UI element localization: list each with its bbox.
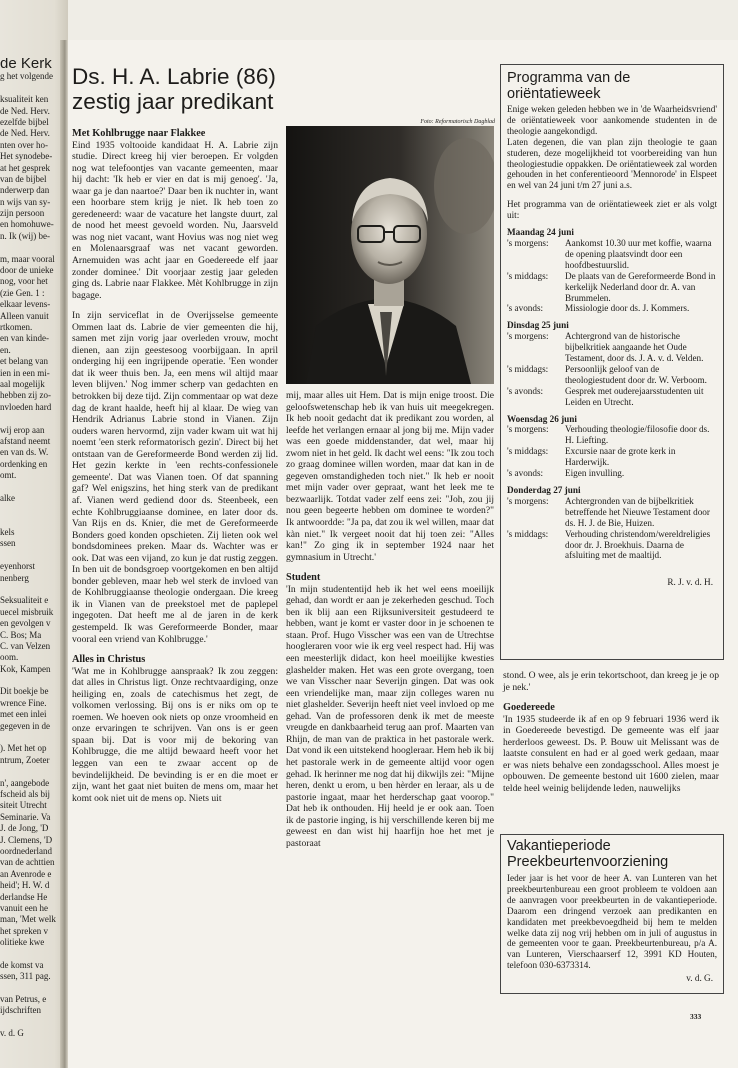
schedule-item — [507, 424, 717, 446]
previous-page-line: vanuit een he — [0, 902, 48, 913]
article-title — [72, 64, 492, 114]
paragraph: In zijn serviceflat in de Overijsselse gemeente Ommen laat ds. Labrie de vier gemeenten die hij, samen met zijn vorig jaar overleden vrouw, mocht dienen, aan zijn geestesoog voorbijgaan. In april onderging hij een ingrijpende operatie. 'Een wonder dat ik weer thuis ben. Ja, een mens wil altijd maar leven blijven.' Nog immer scherp van gedachten en betrokken bij deze tijd. Zijn commentaar op wat deze dag de krant haalde, heeft hij al klaar. De wieg van Hendrik Adrianus Labrie stond in Vianen. Zijn ouders waren hervormd, zijn vader kwam uit wat hij noemt 'een sterk reformatorisch gezin'. Direct bij het ontstaan van de Gereformeerde Bond werden zij lid. Het gezin kerkte in 'een rechts-confessionele gemeente'. Dat was Vianen toen. Of dat spanning gaf? Wel enigszins, het hing sterk van de predikant af. Vianen werd gediend door ds. Steenbeek, een echte Kohlbruggiaanse dominee, en later door ds. Van Rijs en ds. Knier, die met de Gereformeerde Bonders goed konden opschieten. Zij lieten ook wel bondsdominees preken. Maar ds. Wachter was er ook. Dat was een vijand, zo kun je dat rustig zeggen. In ben uit de bondsgroep voortgekomen en ben altijd bonder gebleven, maar heb wel sterk de invloed van de Kohlbruggiaanse theologie ondergaan. Die kreeg ik in Vianen van de preekstoel met de paplepel ingegoten. Dat heeft me al de jaren in de kerk gestempeld. Ik was Gereformeerde Bonder, maar vooral een vriend van Kohlbrugge.' — [72, 310, 278, 645]
paragraph: 'In 1935 studeerde ik af en op 9 februari 1936 werd ik in Goedereede bevestigd. De gemeente was elf jaar herderloos geweest. Ds. P. Bouw uit Melissant was de laatste consulent en had er al goed werk gedaan, maar er was niets behalve een zondagsschool. Alles moest je opbouwen. De gemeente bestond uit 1600 zielen, maar telde heel weinig belijdende leden, nauwelijks — [503, 713, 719, 794]
previous-page-line: en. — [0, 344, 11, 355]
previous-page-line: Dit boekje be — [0, 686, 49, 697]
previous-page-line: wrence Fine. — [0, 697, 47, 708]
schedule-item — [507, 331, 717, 364]
previous-page-line: elkaar levens- — [0, 299, 51, 310]
previous-page-line: ezelfde bijbel — [0, 116, 49, 127]
previous-page-line — [0, 481, 58, 492]
schedule-description: Achtergrond van de historische bijbelkritiek aangaande het Oude Testament, door ds. J. A. v. d. Velden. — [565, 331, 704, 364]
previous-page-line — [0, 675, 58, 686]
schedule-description: Eigen invulling. — [565, 468, 625, 479]
previous-page-line: de Ned. Herv. — [0, 105, 50, 116]
programma-box — [500, 64, 724, 660]
schedule-item — [507, 364, 717, 386]
previous-page-line: nvloeden hard — [0, 401, 52, 412]
previous-page-line: afstand neemt — [0, 435, 51, 446]
vakantie-box — [500, 834, 724, 994]
previous-page-fragment — [0, 58, 58, 1040]
previous-page-line: siteit Utrecht — [0, 800, 47, 811]
previous-page-line: nten over ho- — [0, 139, 48, 150]
article-title-line-2: zestig jaar predikant — [72, 89, 274, 114]
schedule-description: Verhouding theologie/filosofie door ds. H. Liefting. — [565, 424, 710, 446]
previous-page-line: ordenking en — [0, 458, 48, 469]
previous-page-line: oordnederland — [0, 845, 52, 856]
previous-page-line: ). Met het op — [0, 743, 47, 754]
previous-page-line — [0, 413, 58, 424]
previous-page-line: fscheid als bij — [0, 789, 50, 799]
schedule-item — [507, 386, 717, 408]
schedule-time: 's avonds: — [507, 385, 544, 396]
schedule-description: Excursie naar de grote kerk in Harderwijk. — [565, 446, 676, 468]
previous-page-line: Seminarie. Va — [0, 811, 51, 822]
vakantie-body: Ieder jaar is het voor de heer A. van Lunteren van het preekbeurtenbureau een groot probleem te voldoen aan de aanvragen voor preekbeurten in de vakantieperiode. Daarom een dringend verzoek aan predikanten en kandidaten met preekbevoegdheid bij hem te melden welke data zij nog vrij hebben om in juli of augustus in de gemeenten voor te gaan. Preekbeurtenbureau, p/a A. van Lunteren, Vierschaarserf 12, 3991 KD Houten, telefoon 030-6373314. — [507, 873, 717, 971]
previous-page-line: het spreken v — [0, 925, 48, 936]
previous-page-line: en homohuwe- — [0, 219, 54, 230]
paragraph: 'In mijn studententijd heb ik het wel eens moeilijk gehad, dan wordt er aan je zekerheden geschud. Toch ben ik blij aan een Rijksuniversiteit gestudeerd te hebben, want je komt er vaster door in je schoenen te staan. Prof. Hugo Visscher was een van de Utrechtse hoogleraren voor wie ik erg veel respect had. Hij was een meesterlijk didact, kon heel moeilijke kwesties glashelder maken. Het was een grote overgang, toen we van Visscher naar Severijn gingen. Dat was ook een vriendelijke man, maar zijn colleges waren nu niet glashelder. Severijn heeft niet veel invloed op me gehad. Van de professoren denk ik met de meeste vreugde en dankbaarheid terug aan prof. Maarten van Rhijn, de man van de praktica in het pastorale werk. Dat vond ik een uitstekend hoogleraar. Hem heb ik bij het pastorale werk in de gemeente altijd voor ogen gehad. Ik herinner me nog dat hij dikwijls zei: "Mijne heren, denkt u erom, u ben hèrder en leraar, als u de pastorie ingaat, maar het herderschap gaat voorop." Dat heb ik onthouden. Hij heeld je er ook aan. Toen ik de pastorie inging, is hij verschillende keren bij me geweest en dan wist hij haarfijn hoe het met je pastoraat — [286, 583, 494, 849]
previous-page-line: van de achttien — [0, 857, 55, 868]
previous-page-line: alke — [0, 492, 15, 503]
programma-title-line-1: Programma van de — [507, 70, 631, 86]
schedule-time: 's avonds: — [507, 303, 544, 314]
schedule-item — [507, 271, 717, 304]
previous-page-line: van de bijbel — [0, 173, 47, 184]
previous-page-line: m, maar vooral — [0, 253, 55, 264]
previous-page-line: gegeven in de — [0, 720, 50, 731]
schedule-item — [507, 529, 717, 562]
programma-schedule — [507, 227, 717, 561]
previous-page-line: n. Ik (wij) be- — [0, 230, 50, 241]
schedule-time: 's morgens: — [507, 237, 549, 248]
schedule-time: 's middags: — [507, 446, 549, 457]
schedule-description: Missiologie door ds. J. Kommers. — [565, 303, 690, 314]
schedule-item — [507, 496, 717, 529]
paragraph: stond. O wee, als je erin tekortschoot, dan kreeg je je op je nek.' — [503, 670, 719, 693]
previous-page-line: aal mogelijk — [0, 378, 45, 389]
vakantie-title — [507, 839, 717, 870]
schedule-item — [507, 303, 717, 314]
previous-page-line: an Avenrode e — [0, 868, 52, 879]
previous-page-line: uecel misbruik — [0, 606, 54, 617]
paragraph: mij, maar alles uit Hem. Dat is mijn enige troost. Die geloofswetenschap heb ik van huis uit meegekregen. Ik heb nooit gedacht dat ik predikant zou worden, al leefde het verlangen ernaar al jong bij me. Mijn vader was een goede middenstander, dat wel, maar hij zwom niet in het geld. Ik dacht wel eens: "Ik zou toch zo graag dominee willen worden, maar dat kan in de gegeven omstandigheden toch niet." Ik heb er nooit met mijn vader over gepraat, want het leek me te bezwaarlijk. Totdat vader zelf eens zei: "Joh, zou jij nou geen begeerte hebben om dominee te worden?" Ik antwoordde: "Ja pa, dat zou ik wel willen, maar dat kàn niet." Ik vergeet nooit dat hij toen zei: "Alles kan!" Zo ging ik in september 1924 naar het gymnasium in Utrecht.' — [286, 390, 494, 563]
schedule-time: 's morgens: — [507, 424, 549, 435]
previous-page-line: wij erop aan — [0, 424, 45, 435]
previous-page-line — [0, 516, 58, 527]
article-column-3 — [503, 670, 719, 803]
section-heading: Student — [286, 572, 321, 584]
section-heading: Met Kohlbrugge naar Flakkee — [72, 128, 206, 139]
previous-page-line: g het volgende — [0, 71, 53, 82]
previous-page-line — [0, 83, 58, 94]
previous-page-line: (zie Gen. 1 : — [0, 287, 45, 298]
previous-page-line — [0, 732, 58, 743]
schedule-time: 's middags: — [507, 528, 549, 539]
previous-page-line: at het gesprek — [0, 162, 50, 173]
photo-credit: Foto: Reformatorisch Dagblad — [420, 119, 495, 125]
schedule-description: De plaats van de Gereformeerde Bond in kerkelijk Nederland door dr. A. van Brummelen. — [565, 270, 716, 303]
previous-page-line: nog, voor het — [0, 276, 48, 287]
section-heading: Alles in Christus — [72, 654, 146, 666]
previous-page-line: ssen — [0, 538, 16, 549]
vakantie-signature: v. d. G. — [686, 973, 713, 984]
previous-page-line — [0, 550, 58, 561]
programma-signature: R. J. v. d. H. — [667, 577, 713, 588]
schedule-day: Woensdag 26 juni — [507, 413, 577, 424]
paragraph: 'Wat me in Kohlbrugge aanspraak? Ik zou zeggen: dat alles in Christus ligt. Onze rechtvaardiging, onze heiliging en, zoals de catechismus het zegt, de volkomen verlossing. Bij ons is er niks om op te roemen. We hoeven ook niets op onze vroomheid en onze ervaringen te schrijven. Van ons is er geen spaan bij. Dat is voor mij de bekoring van Kohlbrugge, die me altijd bewaard heeft voor het leggen van een te zwaar accent op de bevindelijkheid. De bevinding is er en die moet er zijn, want het gaat niet buiten de mens om, maar het komt ook niet uit de mens op. Niets uit — [72, 665, 278, 804]
previous-page-line — [0, 766, 58, 777]
previous-page-line — [0, 584, 58, 595]
schedule-description: Aankomst 10.30 uur met koffie, waarna de opening plaatsvindt door een hoofdbestuurslid. — [565, 237, 712, 270]
section-heading: Goedereede — [503, 702, 555, 714]
portrait-illustration — [286, 126, 494, 384]
previous-page-line: van Petrus, e — [0, 994, 47, 1005]
previous-page-line: Alleen vanuit — [0, 310, 49, 321]
article-column-1 — [72, 128, 278, 813]
previous-page-line: ien in een mi- — [0, 367, 50, 378]
schedule-description: Achtergronden van de bijbelkritiek betreffende het Nieuwe Testament door ds. H. J. de Bie, Huizen. — [565, 495, 710, 528]
previous-page-line: derlandse He — [0, 891, 48, 902]
schedule-item — [507, 238, 717, 271]
page-fold — [60, 40, 68, 1068]
schedule-item — [507, 468, 717, 479]
previous-page-line: et belang van — [0, 356, 48, 367]
previous-page-line: en van ds. W. — [0, 447, 49, 458]
previous-page-line: n', aangebode — [0, 777, 50, 788]
previous-page-line: n wijs van sy- — [0, 196, 51, 207]
programma-intro-1: Enige weken geleden hebben we in 'de Waarheidsvriend' de oriëntatieweek voor aankomende studenten in de theologie aangekondigd. — [507, 104, 717, 136]
programma-intro-3: Het programma van de oriëntatieweek ziet er als volgt uit: — [507, 199, 717, 221]
schedule-day: Dinsdag 25 juni — [507, 320, 569, 331]
vakantie-title-line-2: Preekbeurtenvoorziening — [507, 853, 669, 870]
paragraph: Eind 1935 voltooide kandidaat H. A. Labrie zijn studie. Direct kreeg hij vier beroepen. Er volgden nog wat telefoontjes van vacante gemeenten, maar hij dacht: 'Ik heb er vier en dat is mij genoeg'. 'Ja, waar ga je dan naartoe?' Daar ben ik nuchter in, want een hoorbare stem krijg je niet. Ik heb toen zo geredeneerd: waar de vacature het langste duurt, zal de nood het meest gevoeld worden. Nu, Jaarsveld was nog niet vacant, want Hovius was nog niet weg en Molenaarsgraaf was net vacant geworden. Arnemuiden was acht jaar en Goedereede elf jaar zonder dominee.' Dit voorjaar zestig jaar geleden ging ds. Labrie naar Flakkee. Mèt Kohlbrugge in zijn bagage. — [72, 139, 278, 301]
schedule-time: 's morgens: — [507, 495, 549, 506]
schedule-day: Donderdag 27 juni — [507, 485, 581, 495]
previous-page-line: nenberg — [0, 572, 29, 583]
previous-page-line: en van kinde- — [0, 333, 49, 344]
previous-page-line — [0, 948, 58, 959]
previous-page-line: en gevolgen v — [0, 618, 51, 629]
previous-page-line: rtkomen. — [0, 321, 33, 332]
previous-page-line: ksualiteit ken — [0, 94, 49, 105]
previous-page-line: kels — [0, 527, 15, 538]
schedule-description: Gesprek met ouderejaarsstudenten uit Leiden en Utrecht. — [565, 385, 704, 407]
vakantie-title-line-1: Vakantieperiode — [507, 838, 611, 854]
previous-page-line — [0, 242, 58, 253]
article-column-2 — [286, 390, 494, 858]
previous-page-line: ijdschriften — [0, 1005, 41, 1016]
previous-page-line — [0, 504, 58, 515]
article-title-line-1: Ds. H. A. Labrie (86) — [72, 64, 276, 89]
previous-page-line: heid'; H. W. d — [0, 880, 50, 891]
previous-page-line: ntrum, Zoeter — [0, 754, 50, 765]
schedule-description: Persoonlijk geloof van de theologiestudent door dr. W. Verboom. — [565, 363, 707, 385]
portrait-photo — [286, 126, 494, 384]
previous-page-line: C. Bos; Ma — [0, 629, 42, 640]
programma-title — [507, 71, 717, 102]
schedule-item — [507, 446, 717, 468]
previous-page-line: Seksualiteit e — [0, 595, 49, 606]
schedule-time: 's avonds: — [507, 468, 544, 479]
previous-page-line: Kok, Kampen — [0, 663, 51, 674]
previous-page-line: door de unieke — [0, 265, 54, 276]
previous-page-line: J. de Jong, 'D — [0, 823, 49, 834]
schedule-time: 's middags: — [507, 270, 549, 281]
previous-page-line: olitieke kwe — [0, 937, 45, 948]
previous-page-line: zijn persoon — [0, 208, 45, 219]
previous-page-line: de komst va — [0, 959, 44, 970]
previous-page-heading: de Kerk — [0, 58, 52, 72]
previous-page-line: de Ned. Herv. — [0, 128, 50, 139]
previous-page-line: met een inlei — [0, 709, 47, 720]
previous-page-line: C. van Velzen — [0, 640, 51, 651]
previous-page-line: J. Clemens, 'D — [0, 834, 53, 845]
previous-page-line: nderwerp dan — [0, 185, 50, 196]
previous-page-line — [0, 983, 58, 994]
previous-page-line: omt. — [0, 470, 17, 481]
previous-page-line: eyenhorst — [0, 561, 35, 572]
previous-page-line — [0, 1017, 58, 1028]
schedule-time: 's morgens: — [507, 331, 549, 342]
schedule-description: Verhouding christendom/wereldreligies door dr. J. Broekhuis. Daarna de afsluiting met de maaltijd. — [565, 528, 711, 561]
schedule-day: Maandag 24 juni — [507, 227, 574, 238]
programma-intro — [507, 104, 717, 221]
previous-page-line: man, 'Met welk — [0, 914, 56, 925]
previous-page-line: hebben zij zo- — [0, 390, 51, 401]
previous-page-line: oom. — [0, 652, 19, 663]
programma-intro-2: Laten degenen, die van plan zijn theologie te gaan studeren, deze mogelijkheid tot voorbereiding van hun theologiestudie oppakken. De oriëntatieweek zal worden gehouden in het conferentieoord 'Mennorode' in Elspeet en wel van 24 juni t/m 27 juni a.s. — [507, 136, 717, 191]
previous-page-line: v. d. G — [0, 1028, 24, 1039]
previous-page-line: ssen, 311 pag. — [0, 971, 51, 982]
schedule-time: 's middags: — [507, 363, 549, 374]
page-number: 333 — [690, 1012, 702, 1021]
previous-page-line: Het synodebe- — [0, 151, 53, 162]
programma-title-line-2: oriëntatieweek — [507, 85, 601, 102]
